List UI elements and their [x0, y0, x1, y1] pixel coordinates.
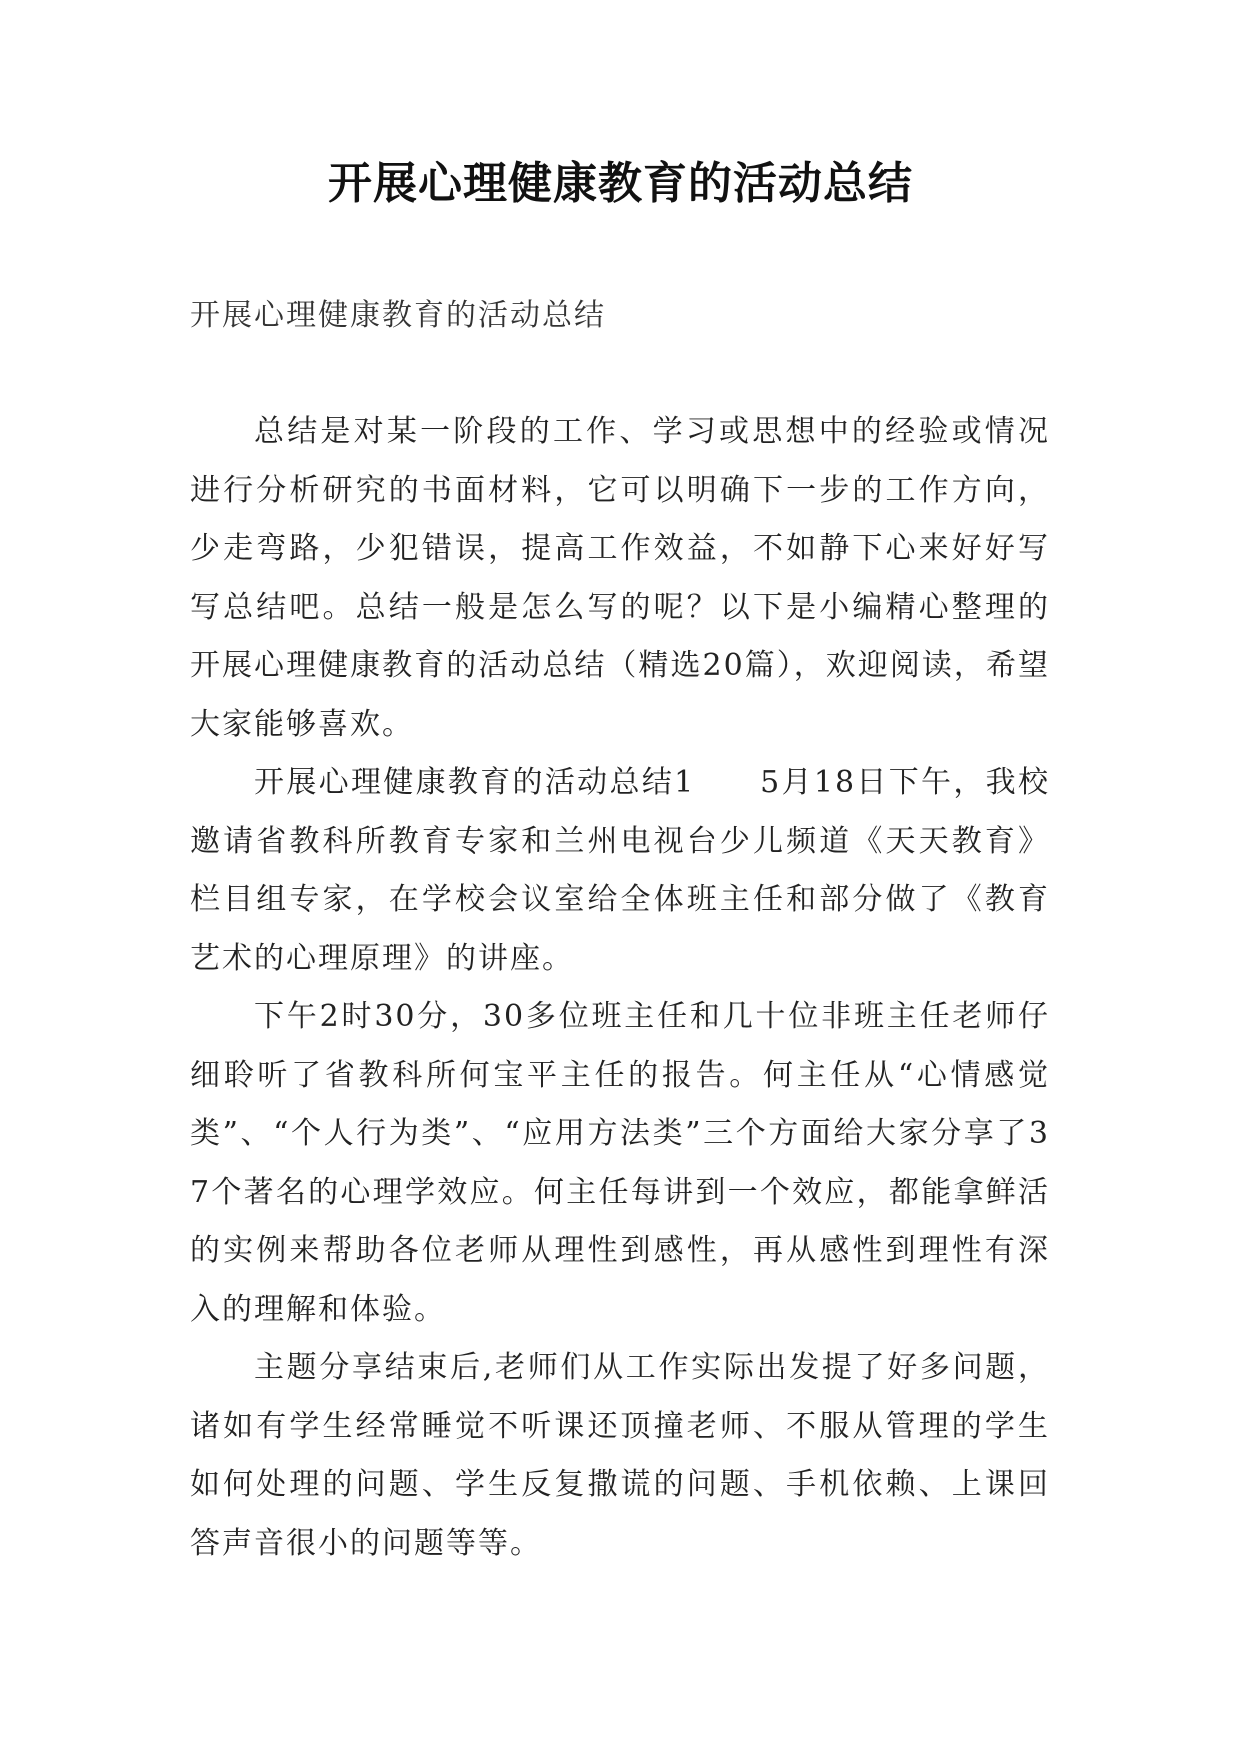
- paragraph-questions: 主题分享结束后,老师们从工作实际出发提了好多问题，诸如有学生经常睡觉不听课还顶撞老师、不服从管理的学生如何处理的问题、学生反复撒谎的问题、手机依赖、上课回答声音很小的问题等等。: [190, 1350, 1050, 1561]
- paragraph-summary-1: 开展心理健康教育的活动总结1 5月18日下午，我校邀请省教科所教育专家和兰州电视台少儿频道《天天教育》栏目组专家，在学校会议室给全体班主任和部分做了《教育艺术的心理原理》的讲座。: [190, 765, 1050, 976]
- document-subtitle: 开展心理健康教育的活动总结: [190, 298, 606, 333]
- document-title: 开展心理健康教育的活动总结: [328, 158, 913, 209]
- paragraph-intro: 总结是对某一阶段的工作、学习或思想中的经验或情况进行分析研究的书面材料，它可以明确下一步的工作方向，少走弯路，少犯错误，提高工作效益，不如静下心来好好写写总结吧。总结一般是怎么写的呢？以下是小编精心整理的开展心理健康教育的活动总结（精选20篇），欢迎阅读，希望大家能够喜欢。: [190, 414, 1050, 742]
- document-body: [190, 403, 1050, 1573]
- paragraph-lecture-details: 下午2时30分，30多位班主任和几十位非班主任老师仔细聆听了省教科所何宝平主任的报告。何主任从“心情感觉类”、“个人行为类”、“应用方法类”三个方面给大家分享了37个著名的心理学效应。何主任每讲到一个效应，都能拿鲜活的实例来帮助各位老师从理性到感性，再从感性到理性有深入的理解和体验。: [190, 999, 1050, 1327]
